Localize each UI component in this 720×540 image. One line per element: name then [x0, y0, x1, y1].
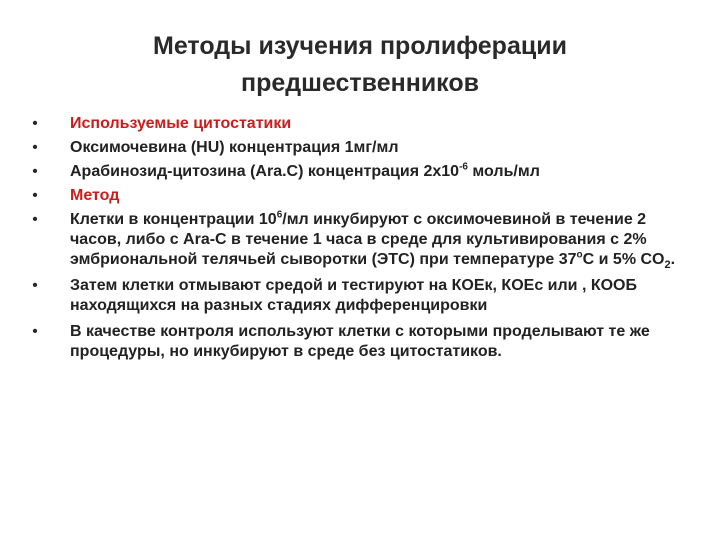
bullet-dot: •: [32, 211, 38, 228]
text-part: .: [670, 251, 676, 268]
subscript: 2: [664, 259, 671, 272]
bullet-dot: •: [32, 323, 38, 340]
bullet-text: Метод: [70, 187, 120, 204]
bullet-item-incubation: [28, 210, 700, 270]
bullet-item-method: [28, 186, 700, 206]
bullet-dot: •: [32, 139, 38, 156]
text-part: С и 5% CO: [582, 251, 665, 268]
bullet-item-arac: [28, 162, 700, 182]
superscript: 6: [276, 209, 283, 221]
bullet-item-washing: [28, 276, 700, 316]
bullet-dot: •: [32, 187, 38, 204]
text-part: /мл инкубируют с оксимочевиной в течение 2 часов, либо с Ara-C в течение 1 часа в среде для культивирования с 2% эмбриональной телячьей сыворотки (ЭТС) при температуре 37: [70, 211, 647, 268]
bullet-text: Оксимочевина (HU) концентрация 1мг/мл: [70, 139, 399, 156]
text-part: моль/мл: [467, 163, 540, 180]
bullet-dot: •: [32, 277, 38, 294]
text-part: Клетки в концентрации 10: [70, 211, 277, 228]
superscript: -6: [459, 161, 468, 173]
bullet-text: Используемые цитостатики: [70, 115, 292, 132]
bullet-item-control: [28, 322, 700, 362]
bullet-text: [70, 209, 676, 272]
text-part: Арабинозид-цитозина (Ara.C) концентрация 2х10: [70, 163, 460, 180]
bullet-dot: •: [32, 163, 38, 180]
bullet-item-hydroxyurea: [28, 138, 700, 158]
bullet-dot: •: [32, 115, 38, 132]
bullet-list: [28, 114, 700, 366]
bullet-text: [70, 163, 540, 180]
title-line-2: предшественников: [240, 69, 480, 97]
bullet-text: В качестве контроля используют клетки с которыми проделывают те же процедуры, но инкубируют в среде без цитостатиков.: [70, 323, 650, 360]
bullet-item-cytostatics: [28, 114, 700, 134]
slide-title: [110, 28, 610, 102]
bullet-text: Затем клетки отмывают средой и тестируют на КОЕк, КОЕс или , КООБ находящихся на разных стадиях дифференцировки: [70, 277, 637, 314]
title-line-1: Методы изучения пролиферации: [153, 32, 567, 60]
degree-mark: о: [576, 249, 583, 261]
